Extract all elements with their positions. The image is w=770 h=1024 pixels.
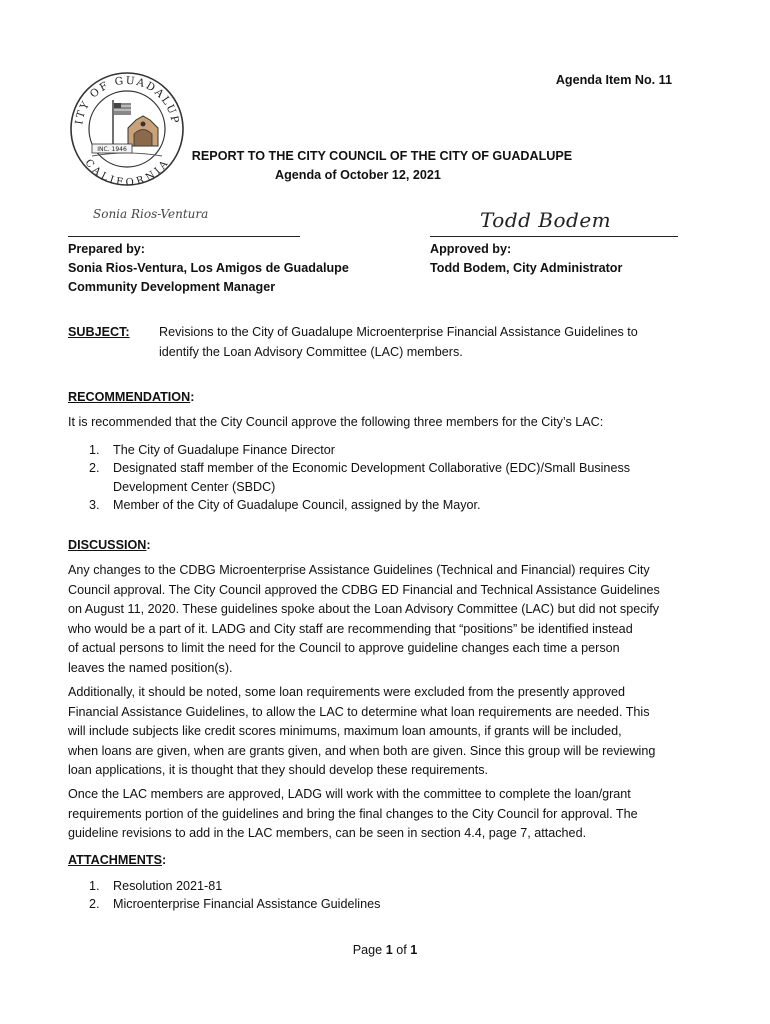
seal-banner-text: INC. 1946 [97, 146, 127, 153]
attachment-name: Resolution 2021-81 [113, 879, 223, 893]
approved-by-label: Approved by: [430, 242, 512, 256]
prepared-signature-line [68, 236, 300, 237]
attachments-list [89, 877, 589, 914]
attachments-heading-colon: : [161, 853, 167, 867]
recommendation-list [89, 441, 709, 515]
prepared-by-name: Sonia Rios-Ventura, Los Amigos de Guadalupe [68, 261, 349, 275]
discussion-heading-colon: : [146, 538, 151, 552]
subject-line-1: Revisions to the City of Guadalupe Microenterprise Financial Assistance Guidelines to [159, 325, 638, 339]
list-item [89, 459, 709, 496]
list-item-number: 2. [89, 897, 100, 912]
page-total: 1 [410, 943, 418, 957]
paragraph-line: Council approval. The City Council approved the CDBG ED Financial and Technical Assistance Guidelines [68, 582, 660, 597]
discussion-paragraph-3 [68, 785, 702, 844]
city-seal [68, 70, 186, 188]
subject-label: SUBJECT: [68, 325, 130, 339]
svg-text:CITY OF GUADALUPE [68, 70, 181, 126]
list-item [89, 496, 709, 514]
seal-bottom-text: CALIFORNIA [82, 157, 172, 188]
approved-signature: Todd Bodem [480, 208, 612, 232]
agenda-item-number: Agenda Item No. 11 [555, 73, 672, 87]
approved-signature-line [430, 236, 678, 237]
prepared-by-label: Prepared by: [68, 242, 145, 256]
seal-top-text: ITY OF GUADALUP [73, 74, 181, 126]
discussion-heading [68, 536, 151, 555]
attachment-name: Microenterprise Financial Assistance Guidelines [113, 897, 381, 912]
attachments-heading-text: ATTACHMENTS [68, 853, 162, 867]
paragraph-line: requirements portion of the guidelines and bring the final changes to the City Council for approval. The [68, 806, 638, 821]
page-number: 1 [385, 943, 393, 957]
list-item-text-continued: Development Center (SBDC) [113, 479, 276, 494]
of-word: of [396, 943, 407, 957]
paragraph-line: Once the LAC members are approved, LADG will work with the committee to complete the loan/grant [68, 787, 631, 801]
paragraph-line: when loans are given, when are grants given, and when both are given. Since this group will be reviewing [68, 743, 656, 758]
recommendation-heading-colon: : [190, 390, 195, 404]
page-footer [0, 941, 770, 960]
list-item [89, 441, 709, 459]
recommendation-heading [68, 388, 194, 407]
list-item-number: 1. [89, 879, 100, 893]
paragraph-line: will include subjects like credit scores minimums, maximum loan amounts, if grants will be included, [68, 724, 622, 739]
paragraph-line: guideline revisions to add in the LAC members, can be seen in section 4.4, page 7, attached. [68, 826, 587, 841]
paragraph-line: loan applications, it is thought that they should develop these requirements. [68, 763, 489, 778]
discussion-paragraph-1 [68, 561, 702, 679]
paragraph-line: who would be a part of it. LADG and City staff are recommending that “positions” be identified instead [68, 621, 633, 636]
attachments-heading [68, 851, 166, 870]
paragraph-line: of actual persons to limit the need for the Council to approve guideline changes each time a person [68, 641, 620, 656]
report-title [0, 147, 770, 166]
discussion-heading-text: DISCUSSION [68, 538, 147, 552]
paragraph-line: Any changes to the CDBG Microenterprise Assistance Guidelines (Technical and Financial) requires City [68, 563, 650, 577]
prepared-by-title: Community Development Manager [68, 280, 276, 294]
subject-line-2: identify the Loan Advisory Committee (LAC) members. [159, 345, 463, 359]
recommendation-heading-text: RECOMMENDATION [68, 390, 191, 404]
list-item-number: 1. [89, 443, 100, 457]
paragraph-line: Additionally, it should be noted, some loan requirements were excluded from the presently approved [68, 685, 626, 699]
list-item-number: 2. [89, 461, 100, 476]
discussion-paragraph-2 [68, 683, 702, 781]
prepared-signature: Sonia Rios-Ventura [93, 207, 209, 221]
agenda-date: Agenda of October 12, 2021 [275, 168, 441, 182]
page-word: Page [352, 943, 383, 957]
list-item-number: 3. [89, 498, 100, 513]
list-item [89, 877, 589, 895]
paragraph-line: Financial Assistance Guidelines, to allow the LAC to determine what loan requirements are needed. This [68, 704, 650, 719]
paragraph-line: leaves the named position(s). [68, 660, 233, 675]
approved-by-name: Todd Bodem, City Administrator [430, 261, 623, 275]
paragraph-line: on August 11, 2020. These guidelines spoke about the Loan Advisory Committee (LAC) but did not specify [68, 602, 660, 617]
report-title-text: REPORT TO THE CITY COUNCIL OF THE CITY OF GUADALUPE [191, 149, 573, 163]
recommendation-intro: It is recommended that the City Council approve the following three members for the City’s LAC: [68, 415, 604, 429]
list-item-text: The City of Guadalupe Finance Director [113, 443, 335, 457]
list-item-text: Designated staff member of the Economic Development Collaborative (EDC)/Small Business [113, 461, 631, 476]
list-item [89, 895, 589, 913]
list-item-text: Member of the City of Guadalupe Council, assigned by the Mayor. [113, 498, 481, 513]
